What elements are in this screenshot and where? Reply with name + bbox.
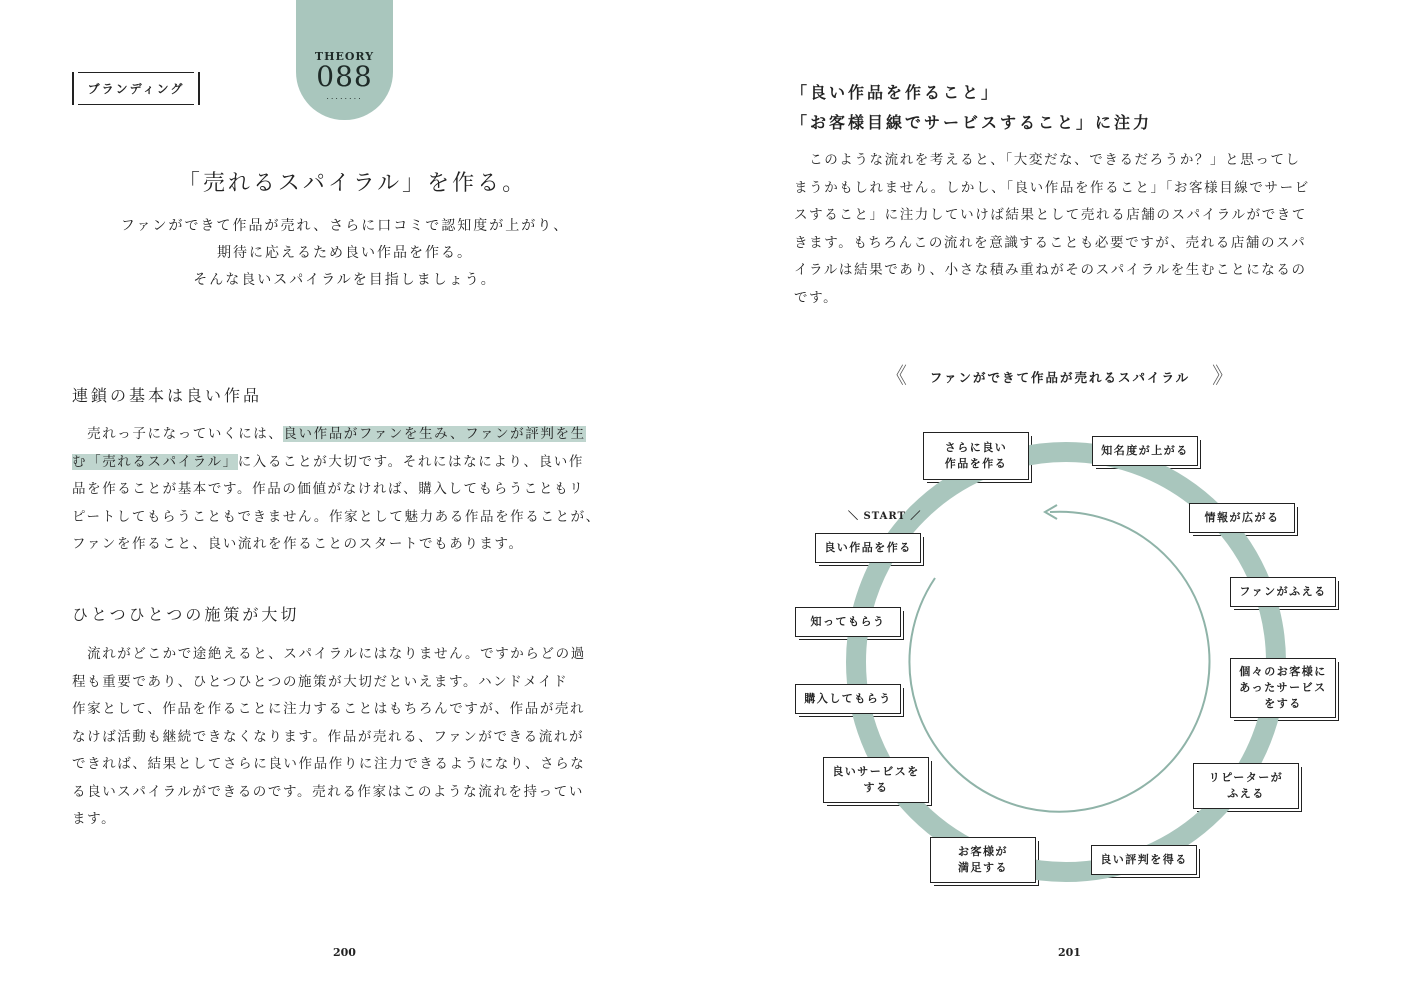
diagram-title: ファンができて作品が売れるスパイラル [929,370,1191,385]
section2-heading: ひとつひとつの施策が大切 [72,605,300,624]
lead-text [0,213,690,294]
node-satisfied: お客様が 満足する [930,837,1036,883]
body-line: できれば、結果としてさらに良い作品作りに注力できるようになり、さらな [72,756,586,772]
body-line: ピートしてもらうこともできません。作家として魅力ある作品を作ることが、 [72,508,601,525]
page-number-right: 201 [1058,946,1081,959]
node-get-bought: 購入してもらう [795,684,901,714]
node-tailored-service: 個々のお客様に あったサービス をする [1230,658,1336,718]
body-line: このような流れを考えると、「大変だな、できるだろうか？」と思ってし [794,152,1301,168]
body-line: なけば活動も継続できなくなります。作品が売れる、ファンができる流れが [72,728,585,745]
body-line: ます。 [72,811,117,827]
node-reputation: 良い評判を得る [1091,845,1197,875]
chevron-left-icon: 《 [885,364,908,389]
node-make-good: 良い作品を作る [815,533,921,563]
start-label: ＼ START ／ [848,511,922,522]
section1-heading: 連鎖の基本は良い作品 [72,386,263,405]
node-repeaters: リピーターが ふえる [1193,763,1299,809]
spiral-diagram [705,0,1410,1000]
body-text: 売れっ子になっていくには、 [72,426,284,442]
node-awareness-up: 知名度が上がる [1092,436,1198,466]
theory-label: THEORY [314,50,375,63]
lead-line: 期待に応えるため良い作品を作る。 [217,245,473,261]
body-line: 程も重要であり、ひとつひとつの施策が大切だといえます。ハンドメイド [72,673,569,690]
body-line: ファンを作ること、良い流れを作ることのスタートでもあります。 [72,536,524,552]
page-title: 「売れるスパイラル」を作る。 [177,171,528,196]
body-line: です。 [794,289,839,306]
theory-tab [296,0,393,120]
category-label: ブランディング [72,72,200,105]
theory-dots: ........ [326,92,363,101]
lead-line: ファンができて作品が売れ、さらに口コミで認知度が上がり、 [120,218,570,234]
node-info-spread: 情報が広がる [1189,503,1295,533]
body-line [72,421,632,449]
body-line: る良いスパイラルができるのです。売れる作家はこのような流れを持ってい [72,783,584,800]
body-text: に入ることが大切です。それにはなにより、良い作 [237,453,584,470]
body-line: イラルは結果であり、小さな積み重ねがそのスパイラルを生むことになるの [794,262,1307,278]
highlighted-text: 良い作品がファンを生み、ファンが評判を生 [283,426,586,442]
body-line: スすること」に注力していけば結果として売れる店舗のスパイラルができて [794,207,1307,223]
heading-line: 「良い作品を作ること」 [791,83,1001,102]
node-get-known: 知ってもらう [795,607,901,637]
section1-body [72,421,632,559]
node-good-service: 良いサービスを する [823,757,929,803]
body-line: 流れがどこかで途絶えると、スパイラルにはなりません。ですからどの過 [72,646,586,662]
flow-arc [909,512,1209,812]
section2-body [72,641,632,834]
body-line: 作家として、作品を作ることに注力することはもちろんですが、作品が売れ [72,701,586,717]
theory-number: 088 [316,60,373,93]
lead-line: そんな良いスパイラルを目指しましょう。 [193,272,497,288]
body-line: きます。もちろんこの流れを意識することも必要ですが、売れる店舗のスパ [794,234,1307,251]
page-number-left: 200 [333,946,356,959]
body-line [72,449,632,477]
right-page [705,0,1410,1000]
highlighted-text: む「売れるスパイラル」 [72,453,238,470]
node-fans-increase: ファンがふえる [1230,577,1336,607]
node-make-better: さらに良い 作品を作る [923,432,1029,480]
chevron-right-icon: 》 [1212,364,1235,389]
heading-line: 「お客様目線でサービスすること」に注力 [791,113,1153,132]
body-line: 品を作ることが基本です。作品の価値がなければ、購入してもらうこともリ [72,481,585,497]
body-line: まうかもしれません。しかし、「良い作品を作ること」「お客様目線でサービ [794,179,1310,196]
